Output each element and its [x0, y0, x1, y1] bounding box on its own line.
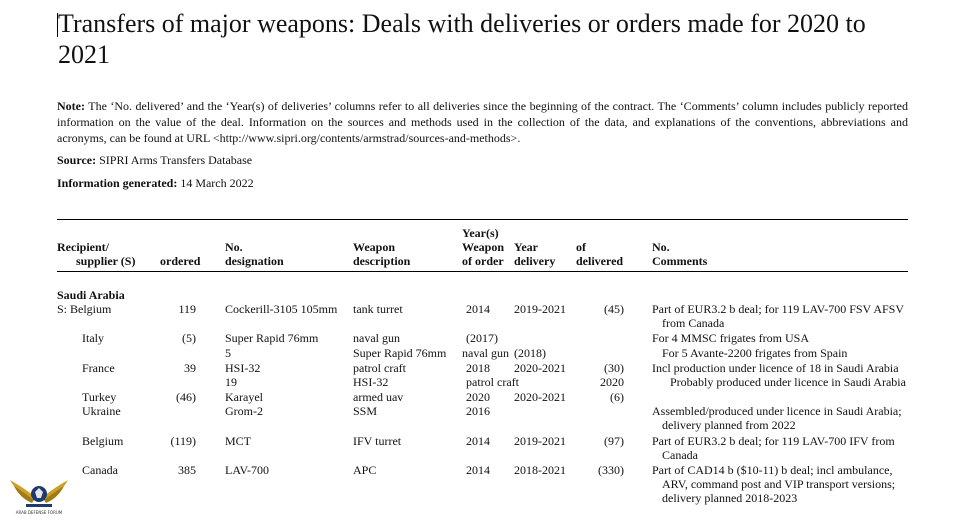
- row-weapon: IFV turret: [353, 434, 402, 448]
- header-ordered: ordered: [160, 254, 201, 268]
- header-weapon-1: Weapon: [353, 240, 396, 254]
- row-ordered: 39: [184, 361, 196, 375]
- row-ordered: (119): [170, 434, 196, 448]
- header-delivered-2: delivered: [576, 254, 624, 268]
- row-delivered: (30): [604, 361, 624, 375]
- row-designation: Karayel: [225, 390, 263, 404]
- header-delivered-1: of: [576, 240, 586, 254]
- row-comment: Part of EUR3.2 b deal; for 119 LAV-700 IFV from: [652, 434, 895, 448]
- generated-label: Information generated:: [57, 176, 178, 190]
- row-weapon: patrol craft: [466, 375, 519, 389]
- header-comments-1: No.: [652, 240, 670, 254]
- row-supplier: Italy: [82, 331, 104, 345]
- row-supplier: Belgium: [82, 434, 124, 448]
- header-bottom-rule: [57, 271, 908, 272]
- table-top-rule: [57, 219, 908, 220]
- forum-logo: [4, 466, 74, 524]
- row-supplier: Canada: [82, 463, 118, 477]
- header-weapon-2: description: [353, 254, 411, 268]
- header-year-delivery-1: Year: [514, 240, 538, 254]
- header-comments-2: Comments: [652, 254, 708, 268]
- row-supplier: France: [82, 361, 115, 375]
- row-comment: Part of EUR3.2 b deal; for 119 LAV-700 FSV AFSV: [652, 302, 905, 316]
- page-title: Transfers of major weapons: Deals with deliveries or orders made for 2020 to 2021: [58, 9, 866, 69]
- row-ordered: (5): [182, 331, 196, 345]
- row-delivered: (330): [598, 463, 624, 477]
- row-ordered: 385: [178, 463, 196, 477]
- header-year-delivery-2: delivery: [514, 254, 556, 268]
- row-comment: Part of CAD14 b ($10-11) b deal; incl ambulance,: [652, 463, 893, 477]
- row-comment-cont: Canada: [662, 448, 698, 462]
- row-ordered: (46): [176, 390, 196, 404]
- row-designation: HSI-32: [353, 375, 389, 389]
- note-label: Note:: [57, 99, 85, 113]
- row-order-year: 2016: [466, 404, 490, 418]
- row-delivery-years: 2020-2021: [514, 361, 566, 375]
- row-order-year: (2017): [466, 331, 498, 345]
- row-weapon: tank turret: [353, 302, 403, 316]
- source-text: SIPRI Arms Transfers Database: [99, 153, 253, 167]
- header-year-order-3: of order: [462, 254, 504, 268]
- recipient-group: Saudi Arabia: [57, 288, 125, 302]
- row-comment-cont: delivery planned from 2022: [662, 418, 796, 432]
- header-recipient-1: Recipient/: [57, 240, 109, 254]
- row-designation: MCT: [225, 434, 252, 448]
- eagle-icon: [4, 466, 74, 524]
- row-delivered: 2020: [600, 375, 624, 389]
- watermark-text: ARAB DEFENSE FORUM: [15, 510, 63, 515]
- note-paragraph: [57, 98, 908, 146]
- row-comment-cont: delivery planned 2018-2023: [662, 491, 798, 505]
- row-designation: Super Rapid 76mm: [353, 346, 447, 360]
- row-order-year: 2020: [466, 390, 490, 404]
- row-comment: Probably produced under licence in Saudi Arabia: [670, 375, 906, 389]
- row-delivery-years: 2019-2021: [514, 434, 566, 448]
- row-comment: For 5 Avante-2200 frigates from Spain: [662, 346, 848, 360]
- row-ordered: 19: [225, 375, 237, 389]
- header-designation-1: No.: [225, 240, 243, 254]
- row-weapon: APC: [353, 463, 377, 477]
- row-designation: HSI-32: [225, 361, 261, 375]
- row-ordered: 5: [225, 346, 231, 360]
- row-order-year: 2014: [466, 463, 490, 477]
- generated-text: 14 March 2022: [180, 176, 254, 190]
- row-weapon: naval gun: [353, 331, 400, 345]
- source-line: [57, 153, 252, 168]
- row-order-year: (2018): [514, 346, 546, 360]
- row-delivered: (45): [604, 302, 624, 316]
- row-comment-cont: from Canada: [662, 316, 725, 330]
- row-supplier: Ukraine: [82, 404, 121, 418]
- row-comment: Incl production under licence of 18 in Saudi Arabia: [652, 361, 899, 375]
- row-delivery-years: 2018-2021: [514, 463, 566, 477]
- row-delivered: (97): [604, 434, 624, 448]
- row-supplier: Turkey: [82, 390, 117, 404]
- row-comment: For 4 MMSC frigates from USA: [652, 331, 810, 345]
- header-recipient-2: supplier (S): [76, 254, 136, 268]
- row-designation: LAV-700: [225, 463, 270, 477]
- source-label: Source:: [57, 153, 97, 167]
- row-order-year: 2014: [466, 302, 490, 316]
- row-delivery-years: 2020-2021: [514, 390, 566, 404]
- row-supplier: S: Belgium: [57, 302, 112, 316]
- row-order-year: 2018: [466, 361, 490, 375]
- row-weapon: naval gun: [462, 346, 509, 360]
- row-delivery-years: 2019-2021: [514, 302, 566, 316]
- row-weapon: armed uav: [353, 390, 404, 404]
- header-year-order-2: Weapon: [462, 240, 505, 254]
- header-year-order-1: Year(s): [462, 226, 499, 240]
- row-delivered: (6): [610, 390, 624, 404]
- row-designation: Super Rapid 76mm: [225, 331, 319, 345]
- row-ordered: 119: [178, 302, 196, 316]
- row-weapon: patrol craft: [353, 361, 406, 375]
- row-order-year: 2014: [466, 434, 490, 448]
- generated-line: [57, 176, 254, 191]
- row-comment-cont: ARV, command post and VIP transport versions;: [662, 477, 896, 491]
- note-text: The ‘No. delivered’ and the ‘Year(s) of deliveries’ columns refer to all deliveries since the beginning of the contract. The ‘Comments’ column includes publicly reported information on the value of the deal. Information on the sources and methods used in the collection of the data, and explanations of the conventions, abbreviations and acronyms, can be found at URL <http://www.sipri.org/contents/armstrad/sources-and-methods>.: [57, 99, 908, 145]
- row-comment: Assembled/produced under licence in Saudi Arabia;: [652, 404, 902, 418]
- row-weapon: SSM: [353, 404, 378, 418]
- row-designation: Grom-2: [225, 404, 263, 418]
- row-designation: Cockerill-3105 105mm: [225, 302, 338, 316]
- header-designation-2: designation: [225, 254, 284, 268]
